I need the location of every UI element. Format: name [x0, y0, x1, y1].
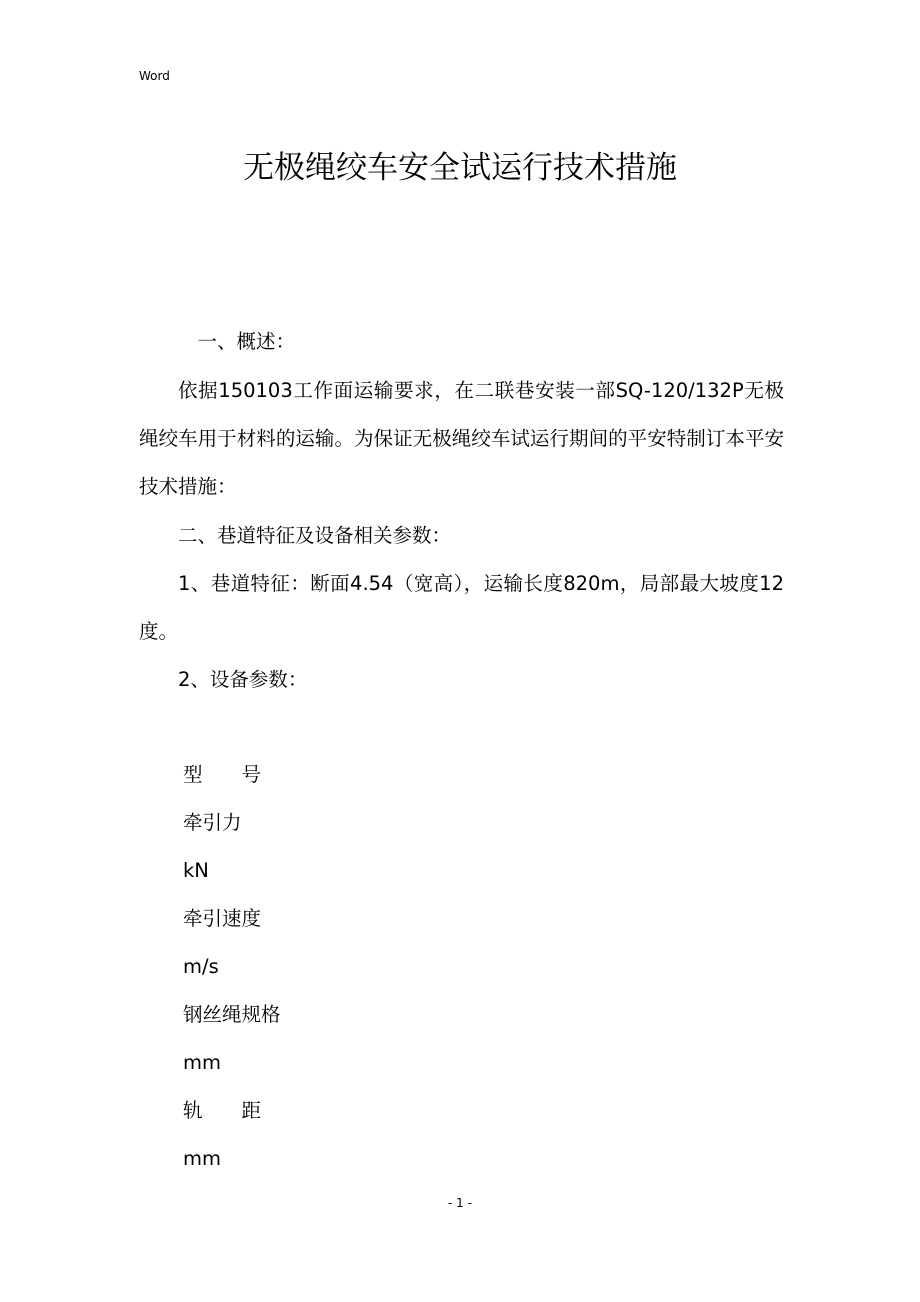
- spec-item-model: 型 号: [183, 763, 262, 786]
- header-label: Word: [139, 69, 170, 83]
- spec-item-traction-force: 牵引力: [183, 811, 242, 834]
- spec-item-traction-force-unit: kN: [183, 859, 209, 882]
- document-title: 无极绳绞车安全试运行技术措施: [243, 150, 677, 186]
- roadway-features-paragraph: 1、巷道特征：断面4.54（宽高），运输长度820m，局部最大坡度12度。: [139, 572, 784, 643]
- spec-item-wire-rope-spec: 钢丝绳规格: [183, 1003, 281, 1026]
- spec-item-wire-rope-unit: mm: [183, 1051, 221, 1074]
- section-heading-roadway-parameters: 二、巷道特征及设备相关参数：: [178, 524, 452, 547]
- equipment-spec-list: [183, 751, 281, 1183]
- overview-paragraph: 依据150103工作面运输要求，在二联巷安装一部SQ-120/132P无极绳绞车用于材料的运输。为保证无极绳绞车试运行期间的平安特制订本平安技术措施：: [139, 379, 784, 498]
- spec-item-traction-speed: 牵引速度: [183, 907, 262, 930]
- equipment-parameters-heading: 2、设备参数：: [178, 668, 308, 691]
- section-heading-overview: 一、概述：: [197, 330, 296, 353]
- spec-item-track-gauge: 轨 距: [183, 1099, 262, 1122]
- spec-item-traction-speed-unit: m/s: [183, 955, 219, 978]
- page-number: - 1 -: [448, 1196, 472, 1210]
- spec-item-track-gauge-unit: mm: [183, 1147, 221, 1170]
